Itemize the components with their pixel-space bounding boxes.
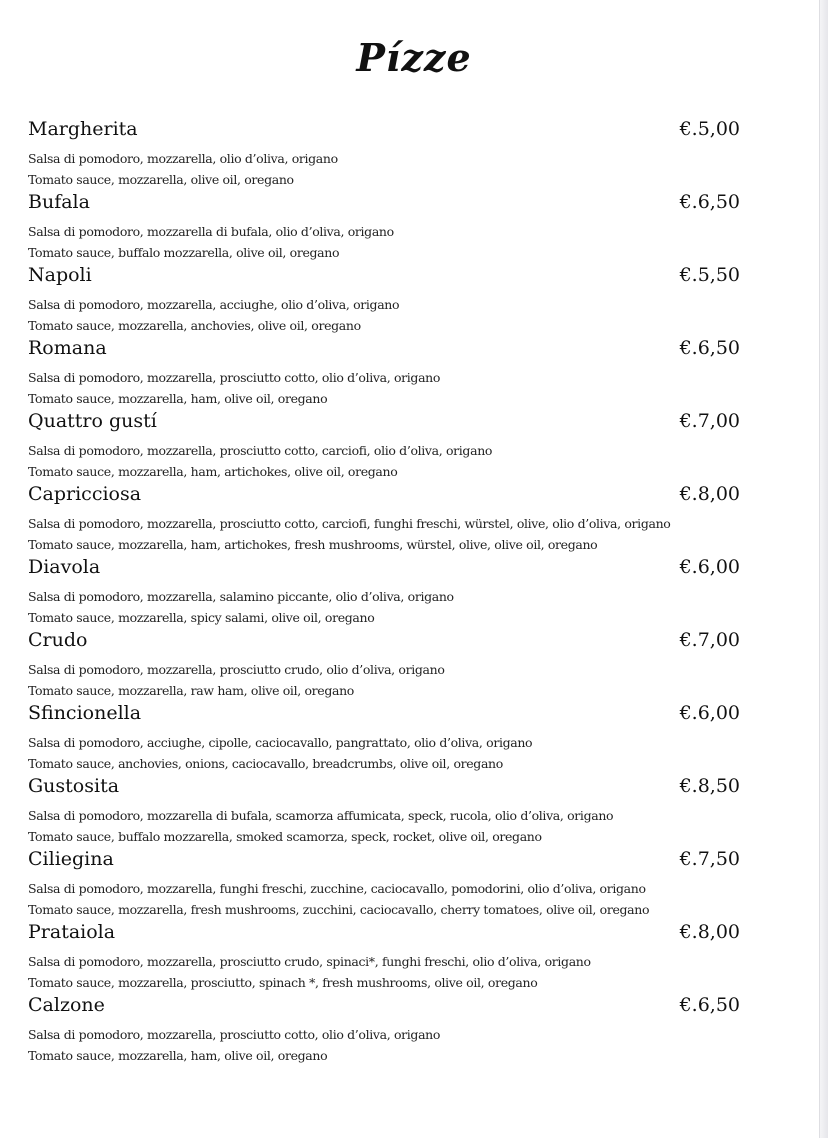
menu-item [28, 191, 743, 264]
menu-item [28, 775, 743, 848]
description-italian: Salsa di pomodoro, acciughe, cipolle, caciocavallo, pangrattato, olio d’oliva, origano [28, 735, 533, 750]
pizza-price: €.6,00 [679, 556, 740, 578]
description-english: Tomato sauce, mozzarella, ham, artichokes, fresh mushrooms, würstel, olive, olive oil, oregano [28, 537, 598, 552]
pizza-name: Prataiola [28, 921, 116, 943]
menu-item [28, 629, 743, 702]
menu-item [28, 118, 743, 191]
description-english: Tomato sauce, mozzarella, anchovies, olive oil, oregano [28, 318, 361, 333]
description-italian: Salsa di pomodoro, mozzarella di bufala, scamorza affumicata, speck, rucola, olio d’oliva, origano [28, 808, 614, 823]
pizza-price: €.6,50 [679, 337, 740, 359]
pizza-price: €.8,50 [679, 775, 740, 797]
menu-item [28, 702, 743, 775]
pizza-price: €.6,00 [679, 702, 740, 724]
description-english: Tomato sauce, anchovies, onions, caciocavallo, breadcrumbs, olive oil, oregano [28, 756, 503, 771]
pizza-name: Diavola [28, 556, 101, 578]
pizza-price: €.8,00 [679, 483, 740, 505]
description-english: Tomato sauce, buffalo mozzarella, smoked scamorza, speck, rocket, olive oil, oregano [28, 829, 542, 844]
pizza-name: Calzone [28, 994, 105, 1016]
menu-item [28, 994, 743, 1067]
pizza-price: €.5,00 [679, 118, 740, 140]
menu-item-header [28, 410, 743, 440]
pizza-name: Crudo [28, 629, 88, 651]
menu-item-header [28, 921, 743, 951]
description-english: Tomato sauce, mozzarella, fresh mushrooms, zucchini, caciocavallo, cherry tomatoes, olive oil, oregano [28, 902, 650, 917]
menu-item-header [28, 702, 743, 732]
pizza-price: €.7,00 [679, 410, 740, 432]
description-english: Tomato sauce, mozzarella, spicy salami, olive oil, oregano [28, 610, 375, 625]
menu-item [28, 483, 743, 556]
menu-item [28, 921, 743, 994]
pizza-menu [28, 118, 743, 1067]
menu-item-header [28, 848, 743, 878]
page-edge [819, 0, 828, 1138]
description-english: Tomato sauce, mozzarella, ham, artichokes, olive oil, oregano [28, 464, 398, 479]
description-english: Tomato sauce, mozzarella, ham, olive oil, oregano [28, 1048, 328, 1063]
pizza-name: Quattro gustí [28, 410, 157, 432]
page-title: Pízze [356, 35, 472, 81]
description-english: Tomato sauce, mozzarella, raw ham, olive oil, oregano [28, 683, 354, 698]
description-english: Tomato sauce, mozzarella, prosciutto, spinach *, fresh mushrooms, olive oil, oregano [28, 975, 538, 990]
pizza-price: €.7,00 [679, 629, 740, 651]
pizza-name: Capricciosa [28, 483, 142, 505]
menu-item [28, 556, 743, 629]
menu-item-header [28, 483, 743, 513]
pizza-name: Ciliegina [28, 848, 114, 870]
description-italian: Salsa di pomodoro, mozzarella, prosciutto crudo, spinaci*, funghi freschi, olio d’oliva, origano [28, 954, 591, 969]
menu-item-header [28, 191, 743, 221]
menu-item [28, 337, 743, 410]
menu-item-header [28, 337, 743, 367]
pizza-price: €.6,50 [679, 191, 740, 213]
description-english: Tomato sauce, mozzarella, ham, olive oil, oregano [28, 391, 328, 406]
description-italian: Salsa di pomodoro, mozzarella, funghi freschi, zucchine, caciocavallo, pomodorini, olio d’oliva, origano [28, 881, 646, 896]
pizza-name: Margherita [28, 118, 138, 140]
pizza-price: €.5,50 [679, 264, 740, 286]
menu-item-header [28, 994, 743, 1024]
description-italian: Salsa di pomodoro, mozzarella, prosciutto cotto, carciofi, funghi freschi, würstel, olive, olio d’oliva, origano [28, 516, 671, 531]
menu-item-header [28, 118, 743, 148]
menu-item-header [28, 775, 743, 805]
description-italian: Salsa di pomodoro, mozzarella, prosciutto crudo, olio d’oliva, origano [28, 662, 445, 677]
pizza-name: Gustosita [28, 775, 120, 797]
description-italian: Salsa di pomodoro, mozzarella, olio d’oliva, origano [28, 151, 338, 166]
menu-item [28, 848, 743, 921]
description-italian: Salsa di pomodoro, mozzarella, acciughe, olio d’oliva, origano [28, 297, 400, 312]
menu-item-header [28, 629, 743, 659]
description-italian: Salsa di pomodoro, mozzarella, prosciutto cotto, carciofi, olio d’oliva, origano [28, 443, 493, 458]
pizza-name: Napoli [28, 264, 92, 286]
pizza-price: €.6,50 [679, 994, 740, 1016]
pizza-price: €.8,00 [679, 921, 740, 943]
pizza-name: Sfincionella [28, 702, 142, 724]
description-italian: Salsa di pomodoro, mozzarella di bufala, olio d’oliva, origano [28, 224, 394, 239]
description-english: Tomato sauce, buffalo mozzarella, olive oil, oregano [28, 245, 340, 260]
menu-item [28, 410, 743, 483]
pizza-name: Romana [28, 337, 107, 359]
pizza-name: Bufala [28, 191, 90, 213]
description-english: Tomato sauce, mozzarella, olive oil, oregano [28, 172, 294, 187]
pizza-price: €.7,50 [679, 848, 740, 870]
description-italian: Salsa di pomodoro, mozzarella, prosciutto cotto, olio d’oliva, origano [28, 370, 441, 385]
description-italian: Salsa di pomodoro, mozzarella, salamino piccante, olio d’oliva, origano [28, 589, 454, 604]
description-italian: Salsa di pomodoro, mozzarella, prosciutto cotto, olio d’oliva, origano [28, 1027, 441, 1042]
menu-item [28, 264, 743, 337]
menu-item-header [28, 264, 743, 294]
menu-item-header [28, 556, 743, 586]
